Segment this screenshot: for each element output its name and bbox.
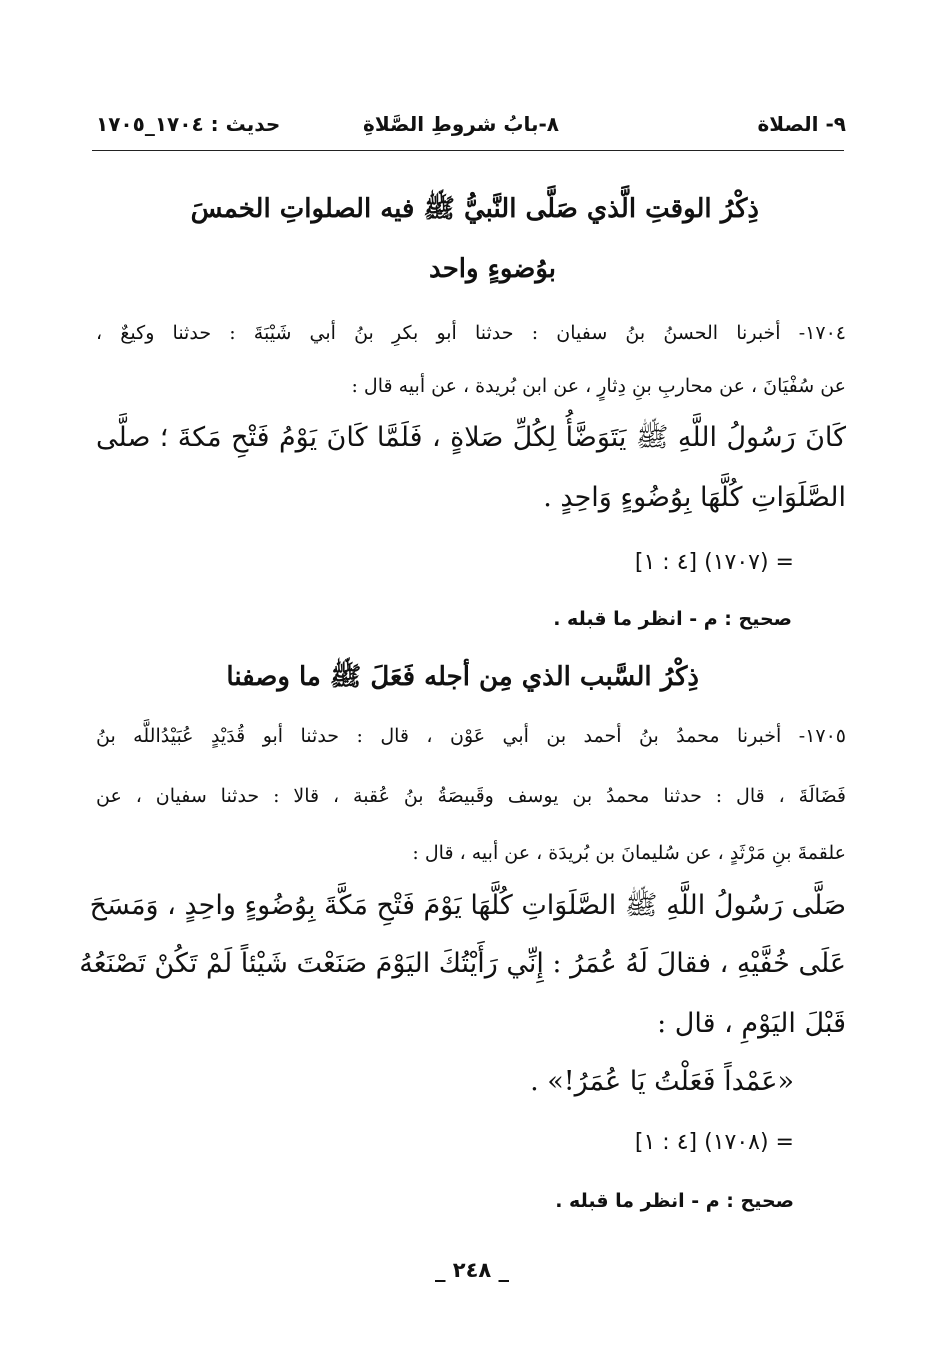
hadith-range-header: حديث : ١٧٠٤_١٧٠٥ [96,112,281,136]
isnad-1704-line-1: ١٧٠٤- أخبرنا الحسنُ بنُ سفيان : حدثنا أبو بكرِ بنُ أبي شَيْبَةَ : حدثنا وكيعٌ ، [96,322,846,344]
chapter-header: ٩- الصلاة [757,112,846,136]
grading-1705: صحيح : م - انظر ما قبله . [555,1190,794,1212]
matn-1705-line-2: عَلَى خُفَّيْهِ ، فقالَ لَهُ عُمَرُ : إِنِّي رَأَيْتُكَ اليَوْمَ صَنَعْتَ شَيْئاً لَمْ تَكُنْ تَصْنَعُهُ [79,948,846,979]
matn-1705-line-1: صَلَّى رَسُولُ اللَّهِ ﷺ الصَّلَوَاتِ كُلَّهَا يَوْمَ فَتْحِ مَكَّةَ بِوُضُوءٍ واحِدٍ ، وَمَسَحَ [89,890,846,921]
isnad-1704-line-2: عن سُفْيَانَ ، عن محاربِ بنِ دِثارٍ ، عن ابن بُريدة ، عن أبيه قال : [351,375,846,397]
section-header: ٨-بابُ شروطِ الصَّلاةِ [363,112,559,136]
isnad-1705-line-1: ١٧٠٥- أخبرنا محمدُ بنُ أحمد بن أبي عَوْن ، قال : حدثنا أبو قُدَيْدٍ عُبَيْدُاللَّه بنُ [96,725,846,747]
section-title-1a: ذِكْرُ الوقتِ الَّذي صَلَّى النَّبيُّ ﷺ فيه الصلواتِ الخمسَ [190,194,759,224]
matn-1704-line-1: كَانَ رَسُولُ اللَّهِ ﷺ يَتَوَضَّأُ لِكُلِّ صَلاةٍ ، فَلَمَّا كَانَ يَوْمُ فَتْحِ مَكةَ ؛ صلَّى [96,422,846,453]
page-number: _ ٢٤٨ _ [434,1258,510,1282]
isnad-1705-line-3: علقمةَ بنِ مَرْثَدٍ ، عن سُليمانَ بن بُريدَة ، عن أبيه ، قال : [412,842,846,864]
cross-reference-1705: = (١٧٠٨) [٤ : ١] [634,1130,794,1155]
section-title-2: ذِكْرُ السَّبب الذي مِن أجله فَعَلَ ﷺ ما وصفنا [226,662,699,692]
header-divider [92,150,844,151]
grading-1704: صحيح : م - انظر ما قبله . [553,608,792,630]
matn-1704-line-2: الصَّلَوَاتِ كُلَّهَا بِوُضُوءٍ وَاحِدٍ . [543,482,846,513]
isnad-1705-line-2: فَضَالَةَ ، قال : حدثنا محمدُ بن يوسف وقَبيصَةُ بنُ عُقبة ، قالا : حدثنا سفيان ، عن [96,785,846,807]
matn-1705-line-4: «عَمْداً فَعَلْتُ يَا عُمَرُ!» . [530,1066,794,1097]
section-title-1b: بوُضوءٍ واحد [429,254,556,284]
matn-1705-line-3: قَبْلَ اليَوْمِ ، قال : [657,1008,846,1039]
cross-reference-1704: = (١٧٠٧) [٤ : ١] [634,550,794,575]
